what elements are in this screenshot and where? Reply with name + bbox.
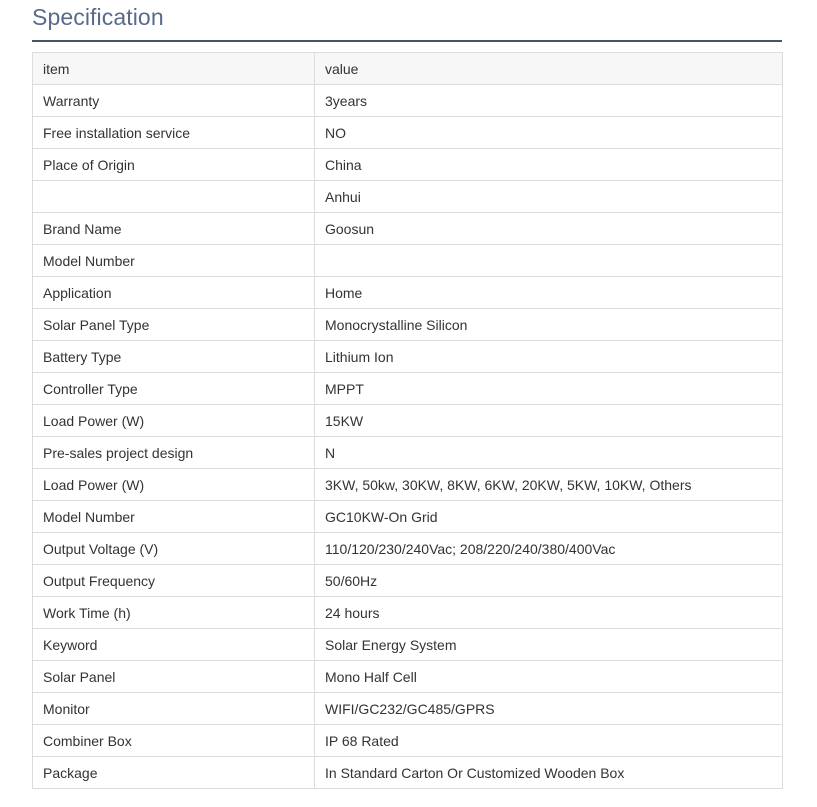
row-item: Keyword <box>33 629 315 661</box>
row-item: Solar Panel Type <box>33 309 315 341</box>
specification-header <box>32 0 782 42</box>
table-row <box>33 181 783 213</box>
row-value <box>315 245 783 277</box>
row-value: Lithium Ion <box>315 341 783 373</box>
table-row <box>33 277 783 309</box>
page-title: Specification <box>32 4 164 30</box>
row-value: 3KW, 50kw, 30KW, 8KW, 6KW, 20KW, 5KW, 10KW, Others <box>315 469 783 501</box>
row-item: Output Frequency <box>33 565 315 597</box>
column-header-item: item <box>33 53 315 85</box>
specification-table <box>32 52 783 789</box>
table-row <box>33 501 783 533</box>
table-row <box>33 405 783 437</box>
row-item: Controller Type <box>33 373 315 405</box>
row-value: 110/120/230/240Vac; 208/220/240/380/400Vac <box>315 533 783 565</box>
row-value: NO <box>315 117 783 149</box>
row-item <box>33 181 315 213</box>
row-value: 24 hours <box>315 597 783 629</box>
row-value: Solar Energy System <box>315 629 783 661</box>
row-value: WIFI/GC232/GC485/GPRS <box>315 693 783 725</box>
row-value: Goosun <box>315 213 783 245</box>
table-row <box>33 757 783 789</box>
row-value: China <box>315 149 783 181</box>
table-row <box>33 309 783 341</box>
table-row <box>33 149 783 181</box>
row-item: Model Number <box>33 245 315 277</box>
row-item: Pre-sales project design <box>33 437 315 469</box>
table-row <box>33 373 783 405</box>
row-item: Brand Name <box>33 213 315 245</box>
row-item: Load Power (W) <box>33 469 315 501</box>
row-item: Monitor <box>33 693 315 725</box>
table-row <box>33 85 783 117</box>
table-row <box>33 661 783 693</box>
row-item: Output Voltage (V) <box>33 533 315 565</box>
row-value: 50/60Hz <box>315 565 783 597</box>
table-row <box>33 629 783 661</box>
row-value: GC10KW-On Grid <box>315 501 783 533</box>
row-value: In Standard Carton Or Customized Wooden Box <box>315 757 783 789</box>
table-row <box>33 469 783 501</box>
table-row <box>33 117 783 149</box>
table-header-row <box>33 53 783 85</box>
row-item: Load Power (W) <box>33 405 315 437</box>
row-value: IP 68 Rated <box>315 725 783 757</box>
row-value: Home <box>315 277 783 309</box>
row-item: Free installation service <box>33 117 315 149</box>
row-value: MPPT <box>315 373 783 405</box>
row-item: Model Number <box>33 501 315 533</box>
table-row <box>33 533 783 565</box>
row-item: Package <box>33 757 315 789</box>
row-item: Warranty <box>33 85 315 117</box>
row-value: N <box>315 437 783 469</box>
row-item: Battery Type <box>33 341 315 373</box>
row-item: Solar Panel <box>33 661 315 693</box>
table-row <box>33 213 783 245</box>
row-value: Mono Half Cell <box>315 661 783 693</box>
table-row <box>33 341 783 373</box>
table-row <box>33 693 783 725</box>
row-value: 3years <box>315 85 783 117</box>
row-item: Work Time (h) <box>33 597 315 629</box>
table-row <box>33 245 783 277</box>
row-item: Place of Origin <box>33 149 315 181</box>
table-row <box>33 437 783 469</box>
column-header-value: value <box>315 53 783 85</box>
row-value: Monocrystalline Silicon <box>315 309 783 341</box>
row-item: Application <box>33 277 315 309</box>
table-row <box>33 597 783 629</box>
row-item: Combiner Box <box>33 725 315 757</box>
table-row <box>33 565 783 597</box>
table-row <box>33 725 783 757</box>
row-value: 15KW <box>315 405 783 437</box>
row-value: Anhui <box>315 181 783 213</box>
